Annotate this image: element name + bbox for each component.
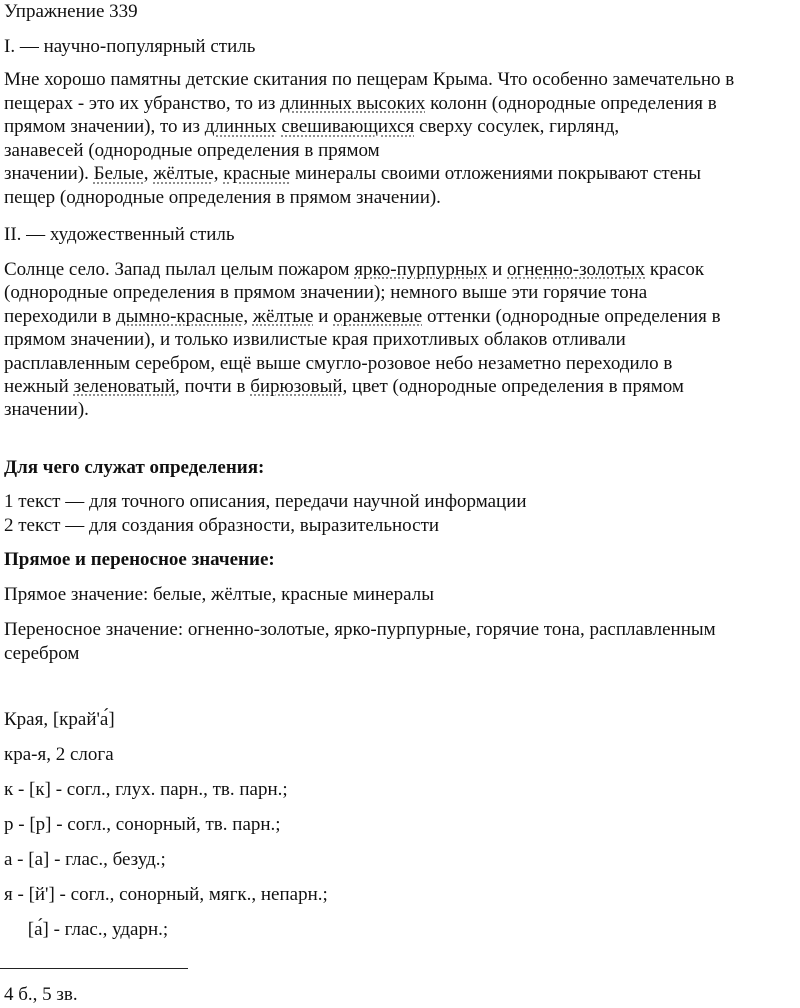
section1-text — [4, 68, 734, 210]
text-segment: сверху сосулек, гирлянд, — [414, 116, 620, 138]
text-segment: (однородные определения в прямом значении); немного выше эти горячие тона — [4, 282, 648, 304]
text-line — [4, 328, 721, 351]
direct-meaning: Прямое значение: белые, жёлтые, красные минералы — [4, 584, 434, 605]
phonetic-summary: 4 б., 5 зв. — [4, 984, 78, 1005]
underlined-definition: бирюзовый — [250, 376, 343, 398]
exercise-title: Упражнение 339 — [4, 1, 138, 22]
figurative-line: Переносное значение: огненно-золотые, ярко-пурпурные, горячие тона, расплавленным — [4, 619, 716, 640]
text-segment: расплавленным серебром, ещё выше смугло-розовое небо незаметно переходило в — [4, 352, 673, 374]
text-line — [4, 68, 734, 92]
text-segment: , почти в — [175, 376, 251, 398]
section2-text — [4, 258, 721, 422]
text-segment: оттенки (однородные определения в — [422, 305, 721, 327]
text-segment: , цвет (однородные определения в прямом — [342, 376, 684, 398]
purpose-item: 2 текст — для создания образности, выразительности — [4, 514, 440, 536]
text-segment: , — [143, 163, 154, 185]
text-segment: красок — [645, 259, 705, 280]
text-line — [4, 139, 734, 163]
phonetic-line: [а́] - глас., ударн.; — [4, 919, 169, 940]
purpose-list — [4, 490, 527, 537]
underlined-definition: жёлтые — [153, 163, 214, 185]
underlined-definition: зеленоватый — [73, 376, 176, 398]
text-segment: Мне хорошо памятны детские скитания по пещерам Крыма. Что особенно замечательно в — [4, 69, 735, 90]
figurative-line: серебром — [4, 642, 80, 664]
text-segment: минералы своими отложениями покрывают стены — [290, 163, 702, 185]
text-segment: занавесей (однородные определения в прямом — [4, 139, 380, 161]
text-line — [4, 398, 721, 421]
underlined-definition: Белые — [93, 163, 144, 185]
underlined-definition: длинных — [204, 116, 277, 138]
text-segment: Солнце село. Запад пылал целым пожаром — [4, 259, 355, 280]
divider — [0, 968, 188, 969]
section2-heading: II. — художественный стиль — [4, 224, 235, 245]
text-line — [4, 162, 734, 186]
underlined-definition: жёлтые — [252, 305, 314, 327]
phonetic-line: Края, [край'а́] — [4, 709, 115, 730]
section1-heading: I. — научно-популярный стиль — [4, 36, 256, 57]
text-line — [4, 375, 721, 398]
text-segment: и — [313, 305, 334, 327]
text-line — [4, 115, 734, 139]
purpose-heading: Для чего служат определения: — [4, 457, 265, 478]
phonetic-line: а - [а] - глас., безуд.; — [4, 849, 166, 870]
phonetic-line: к - [к] - согл., глух. парн., тв. парн.; — [4, 779, 288, 800]
text-segment: прямом значении), то из — [4, 116, 205, 138]
phonetic-line: кра-я, 2 слога — [4, 744, 114, 765]
text-segment: прямом значении), и только извилистые края прихотливых облаков отливали — [4, 329, 626, 351]
underlined-definition: длинных высоких — [280, 92, 426, 114]
phonetic-line: р - [р] - согл., сонорный, тв. парн.; — [4, 814, 281, 835]
text-segment: переходили в — [4, 305, 116, 327]
text-line — [4, 352, 721, 375]
underlined-definition: огненно-золотых — [507, 259, 646, 280]
text-segment: значении). — [4, 399, 89, 421]
text-segment: , — [243, 305, 253, 327]
underlined-definition: дымно-красные — [115, 305, 244, 327]
text-line — [4, 305, 721, 328]
text-segment: колонн (однородные определения в — [425, 92, 717, 114]
text-segment: значении). — [4, 163, 94, 185]
purpose-item: 1 текст — для точного описания, передачи научной информации — [4, 491, 527, 512]
text-line — [4, 92, 734, 116]
phonetic-line: я - [й'] - согл., сонорный, мягк., непарн.; — [4, 884, 328, 905]
underlined-definition: красные — [223, 163, 291, 185]
text-line — [4, 186, 734, 210]
underlined-definition: свешивающихся — [281, 116, 415, 138]
underlined-definition: ярко-пурпурных — [354, 259, 488, 280]
text-line — [4, 281, 721, 304]
underlined-definition: оранжевые — [333, 305, 423, 327]
figurative-meaning — [4, 618, 716, 665]
text-segment: нежный — [4, 376, 74, 398]
text-segment: , — [213, 163, 224, 185]
text-segment: и — [487, 259, 508, 280]
meaning-heading: Прямое и переносное значение: — [4, 549, 275, 570]
text-segment: пещерах - это их убранство, то из — [4, 92, 281, 114]
text-segment: пещер (однородные определения в прямом значении). — [4, 186, 441, 208]
text-line — [4, 258, 721, 281]
